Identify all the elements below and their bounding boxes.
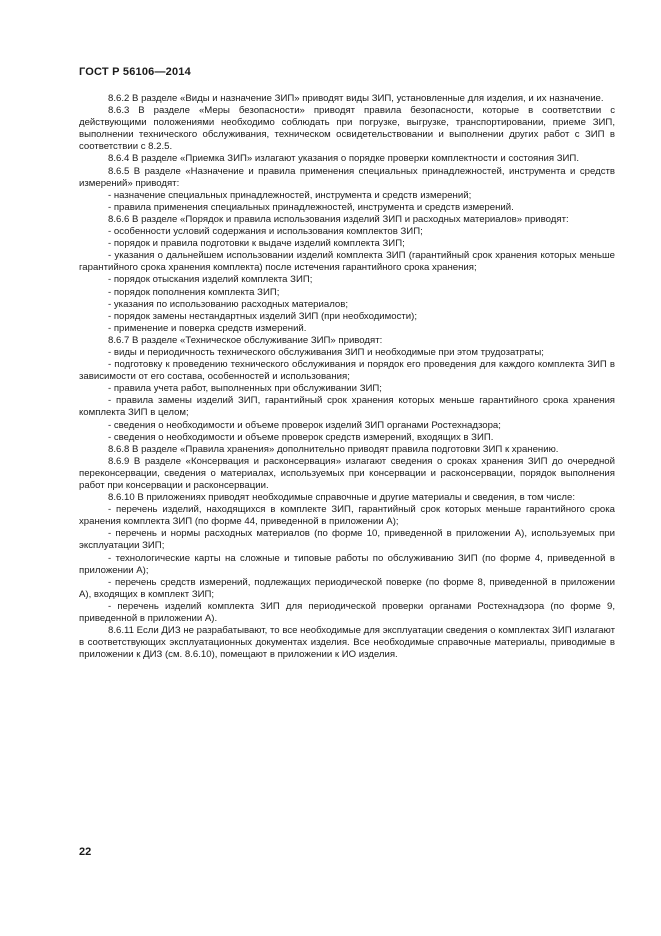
document-header: ГОСТ Р 56106—2014 [79,66,191,78]
list-item: - сведения о необходимости и объеме проверок средств измерений, входящих в ЗИП. [108,431,494,443]
paragraph: 8.6.7 В разделе «Техническое обслуживание ЗИП» приводят: [108,334,383,346]
list-item: - особенности условий содержания и использования комплектов ЗИП; [108,226,423,238]
paragraph: 8.6.4 В разделе «Приемка ЗИП» излагают указания о порядке проверки комплектности и состояния ЗИП. [108,153,579,165]
list-item: - назначение специальных принадлежностей, инструмента и средств измерений; [108,189,472,201]
list-item: - порядок и правила подготовки к выдаче изделий комплекта ЗИП; [108,238,405,250]
paragraph: 8.6.6 В разделе «Порядок и правила использования изделий ЗИП и расходных материалов» приводят: [108,213,569,225]
page-number: 22 [79,846,92,858]
paragraph: 8.6.11 Если ДИЗ не разрабатывают, то все необходимые для эксплуатации сведения о комплектах ЗИП излагают в соответствующих эксплуатационных документах изделия. Все необходимые справочные материалы, приводимые в приложении к ДИЗ (см. 8.6.10), помещают в приложении к ИО изделия. [79,625,615,661]
paragraph: 8.6.10 В приложениях приводят необходимые справочные и другие материалы и сведения, в том числе: [108,492,576,504]
list-item: - перечень средств измерений, подлежащих периодической поверке (по форме 8, приведенной в приложении А), входящих в комплект ЗИП; [79,576,615,600]
list-item: - подготовку к проведению технического обслуживания и порядок его проведения для каждого комплекта ЗИП в зависимости от его состава, особенностей и использования; [79,359,615,383]
list-item: - правила учета работ, выполненных при обслуживании ЗИП; [108,383,382,395]
paragraph: 8.6.2 В разделе «Виды и назначение ЗИП» приводят виды ЗИП, установленные для изделия, и их назначение. [108,93,604,104]
list-item: - перечень изделий комплекта ЗИП для периодической проверки органами Ростехнадзора (по форме 9, приведенной в приложении А). [79,600,615,625]
list-item: - виды и периодичность технического обслуживания ЗИП и необходимые при этом трудозатраты; [108,346,544,358]
list-item: - применение и поверка средств измерений. [108,322,307,334]
list-item: - сведения о необходимости и объеме проверок изделий ЗИП органами Ростехнадзора; [108,419,501,431]
list-item: - указания о дальнейшем использовании изделий комплекта ЗИП (гарантийный срок хранения которых меньше гарантийного срока хранения комплекта) после истечения гарантийного срока хранения; [79,250,615,274]
list-item: - технологические карты на сложные и типовые работы по обслуживанию ЗИП (по форме 4, приведенной в приложении А); [79,552,615,576]
list-item: - порядок пополнения комплекта ЗИП; [108,286,280,298]
list-item: - порядок отыскания изделий комплекта ЗИП; [108,274,313,286]
list-item: - перечень и нормы расходных материалов (по форме 10, приведенной в приложении А), используемых при эксплуатации ЗИП; [79,528,615,552]
paragraph: 8.6.8 В разделе «Правила хранения» дополнительно приводят правила подготовки ЗИП к хранению. [108,443,559,455]
list-item: - правила замены изделий ЗИП, гарантийный срок хранения которых меньше гарантийного срока хранения комплекта ЗИП в целом; [79,395,615,419]
paragraph: 8.6.3 В разделе «Меры безопасности» приводят правила безопасности, которые в соответствии с действующими положениями необходимо соблюдать при погрузке, выгрузке, транспортировании, приеме ЗИП, выполнении технического обслуживания, техническом освидетельствовании и выполнении других работ с ЗИП в соответствии с 8.2.5. [79,105,615,153]
list-item: - перечень изделий, находящихся в комплекте ЗИП, гарантийный срок которых меньше гарантийного срока хранения комплекта ЗИП (по форме 44, приведенной в приложении А); [79,504,615,528]
list-item: - правила применения специальных принадлежностей, инструмента и средств измерений. [108,201,514,213]
paragraph: 8.6.5 В разделе «Назначение и правила применения специальных принадлежностей, инструмента и средств измерений» приводят: [79,165,615,189]
list-item: - указания по использованию расходных материалов; [108,298,348,310]
document-body [79,93,615,661]
paragraph: 8.6.9 В разделе «Консервация и расконсервация» излагают сведения о сроках хранения ЗИП до очередной переконсервации, сведения о материалах, используемых при консервации и расконсервации, порядок выполнения работ при консервации и расконсервации. [79,455,615,491]
list-item: - порядок замены нестандартных изделий ЗИП (при необходимости); [108,310,417,322]
